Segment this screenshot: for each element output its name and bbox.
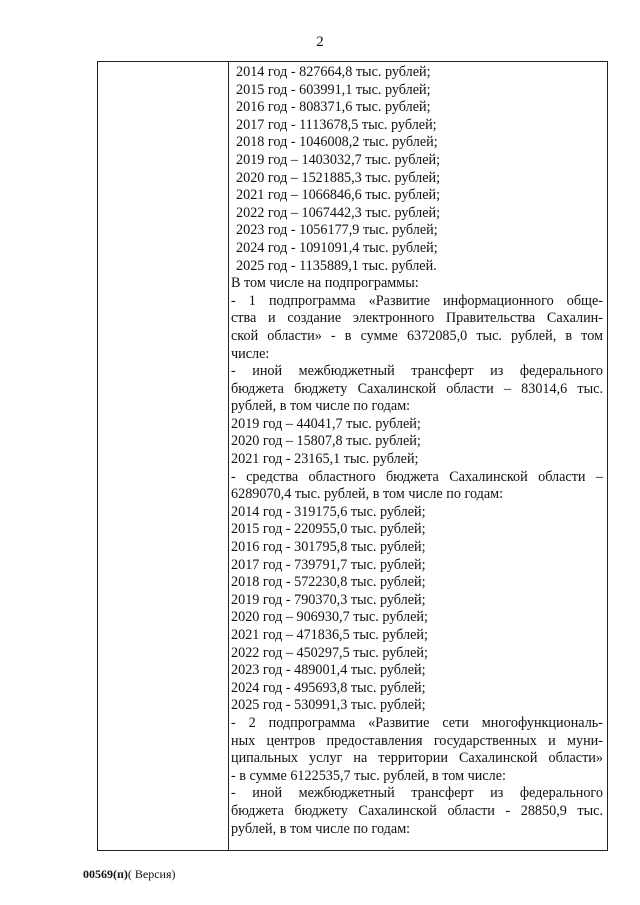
- year-amount-line: 2021 год - 23165,1 тыс. рублей;: [231, 451, 419, 468]
- year-amount-line: 2025 год - 530991,3 тыс. рублей;: [231, 697, 426, 714]
- text-line: рублей, в том числе по годам:: [231, 398, 411, 415]
- document-code: 00569(п): [83, 867, 128, 881]
- page-number: 2: [316, 34, 324, 50]
- year-amount-line: 2024 год - 495693,8 тыс. рублей;: [231, 679, 426, 696]
- year-amount-line: 2022 год – 450297,5 тыс. рублей;: [231, 644, 428, 661]
- year-amount-line: 2014 год - 827664,8 тыс. рублей;: [236, 64, 431, 80]
- text-line: рублей, в том числе по годам:: [231, 820, 411, 837]
- year-amount-line: 2015 год - 220955,0 тыс. рублей;: [231, 521, 426, 538]
- year-amount-line: 2018 год - 1046008,2 тыс. рублей;: [236, 134, 438, 151]
- year-amount-line: 2016 год - 301795,8 тыс. рублей;: [231, 539, 426, 556]
- year-amount-line: 2019 год – 44041,7 тыс. рублей;: [231, 415, 421, 432]
- subprogram-1-federal-transfer-years: [231, 416, 603, 469]
- year-amount-line: 2017 год - 1113678,5 тыс. рублей;: [236, 116, 437, 133]
- text-line: числе:: [231, 345, 270, 362]
- year-amount-line: 2019 год – 1403032,7 тыс. рублей;: [236, 151, 441, 168]
- text-line: ской области» - в сумме 6372085,0 тыс. рублей, в том: [231, 327, 603, 344]
- document-version: ( Версия): [127, 867, 176, 881]
- year-amount-line: 2018 год - 572230,8 тыс. рублей;: [231, 574, 426, 591]
- year-amount-line: 2020 год – 906930,7 тыс. рублей;: [231, 609, 428, 626]
- year-amount-line: 2025 год - 1135889,1 тыс. рублей.: [236, 257, 437, 274]
- text-line: - иной межбюджетный трансферт из федерального: [231, 785, 603, 802]
- year-amount-line: 2019 год - 790370,3 тыс. рублей;: [231, 591, 426, 608]
- text-line: - 2 подпрограмма «Развитие сети многофункциональ-: [231, 714, 603, 731]
- year-amount-line: 2015 год - 603991,1 тыс. рублей;: [236, 81, 431, 98]
- subprogram-1-regional-budget-years: [231, 504, 603, 715]
- text-line: - в сумме 6122535,7 тыс. рублей, в том числе:: [231, 767, 506, 784]
- subprogram-1-regional-budget: [231, 469, 603, 504]
- year-amount-line: 2016 год - 808371,6 тыс. рублей;: [236, 99, 431, 116]
- year-amount-line: 2022 год – 1067442,3 тыс. рублей;: [236, 204, 441, 221]
- year-amount-line: 2023 год - 489001,4 тыс. рублей;: [231, 662, 426, 679]
- year-amount-line: 2020 год – 15807,8 тыс. рублей;: [231, 433, 421, 450]
- total-funding-by-year: [231, 64, 603, 275]
- text-line: - средства областного бюджета Сахалинской области –: [231, 468, 603, 485]
- column-divider: [228, 62, 229, 850]
- year-amount-line: 2021 год – 471836,5 тыс. рублей;: [231, 627, 428, 643]
- text-line: бюджета бюджету Сахалинской области - 28850,9 тыс.: [231, 802, 603, 819]
- program-table: [97, 61, 608, 851]
- subprogram-1-description: [231, 293, 603, 363]
- text-line: 6289070,4 тыс. рублей, в том числе по годам:: [231, 486, 504, 503]
- table-right-column: [231, 64, 603, 838]
- year-amount-line: 2020 год – 1521885,3 тыс. рублей;: [236, 169, 441, 186]
- document-footer: [83, 867, 176, 882]
- subprograms-heading: В том числе на подпрограммы:: [231, 275, 419, 292]
- text-line: бюджета бюджету Сахалинской области – 83014,6 тыс.: [231, 380, 603, 397]
- subprogram-2-federal-transfer: [231, 785, 603, 838]
- year-amount-line: 2014 год - 319175,6 тыс. рублей;: [231, 503, 426, 520]
- year-amount-line: 2021 год – 1066846,6 тыс. рублей;: [236, 187, 441, 204]
- text-line: - 1 подпрограмма «Развитие информационного обще-: [231, 292, 603, 309]
- subprogram-1-federal-transfer: [231, 363, 603, 416]
- text-line: ных центров предоставления государственных и муни-: [231, 732, 603, 749]
- text-line: - иной межбюджетный трансферт из федерального: [231, 363, 603, 380]
- year-amount-line: 2023 год - 1056177,9 тыс. рублей;: [236, 222, 438, 239]
- text-line: ства и создание электронного Правительства Сахалин-: [231, 310, 603, 327]
- text-line: ципальных услуг на территории Сахалинской области»: [231, 750, 603, 767]
- subprogram-2-description: [231, 715, 603, 785]
- year-amount-line: 2017 год - 739791,7 тыс. рублей;: [231, 556, 426, 573]
- table-left-column: [98, 62, 228, 850]
- year-amount-line: 2024 год - 1091091,4 тыс. рублей;: [236, 239, 438, 256]
